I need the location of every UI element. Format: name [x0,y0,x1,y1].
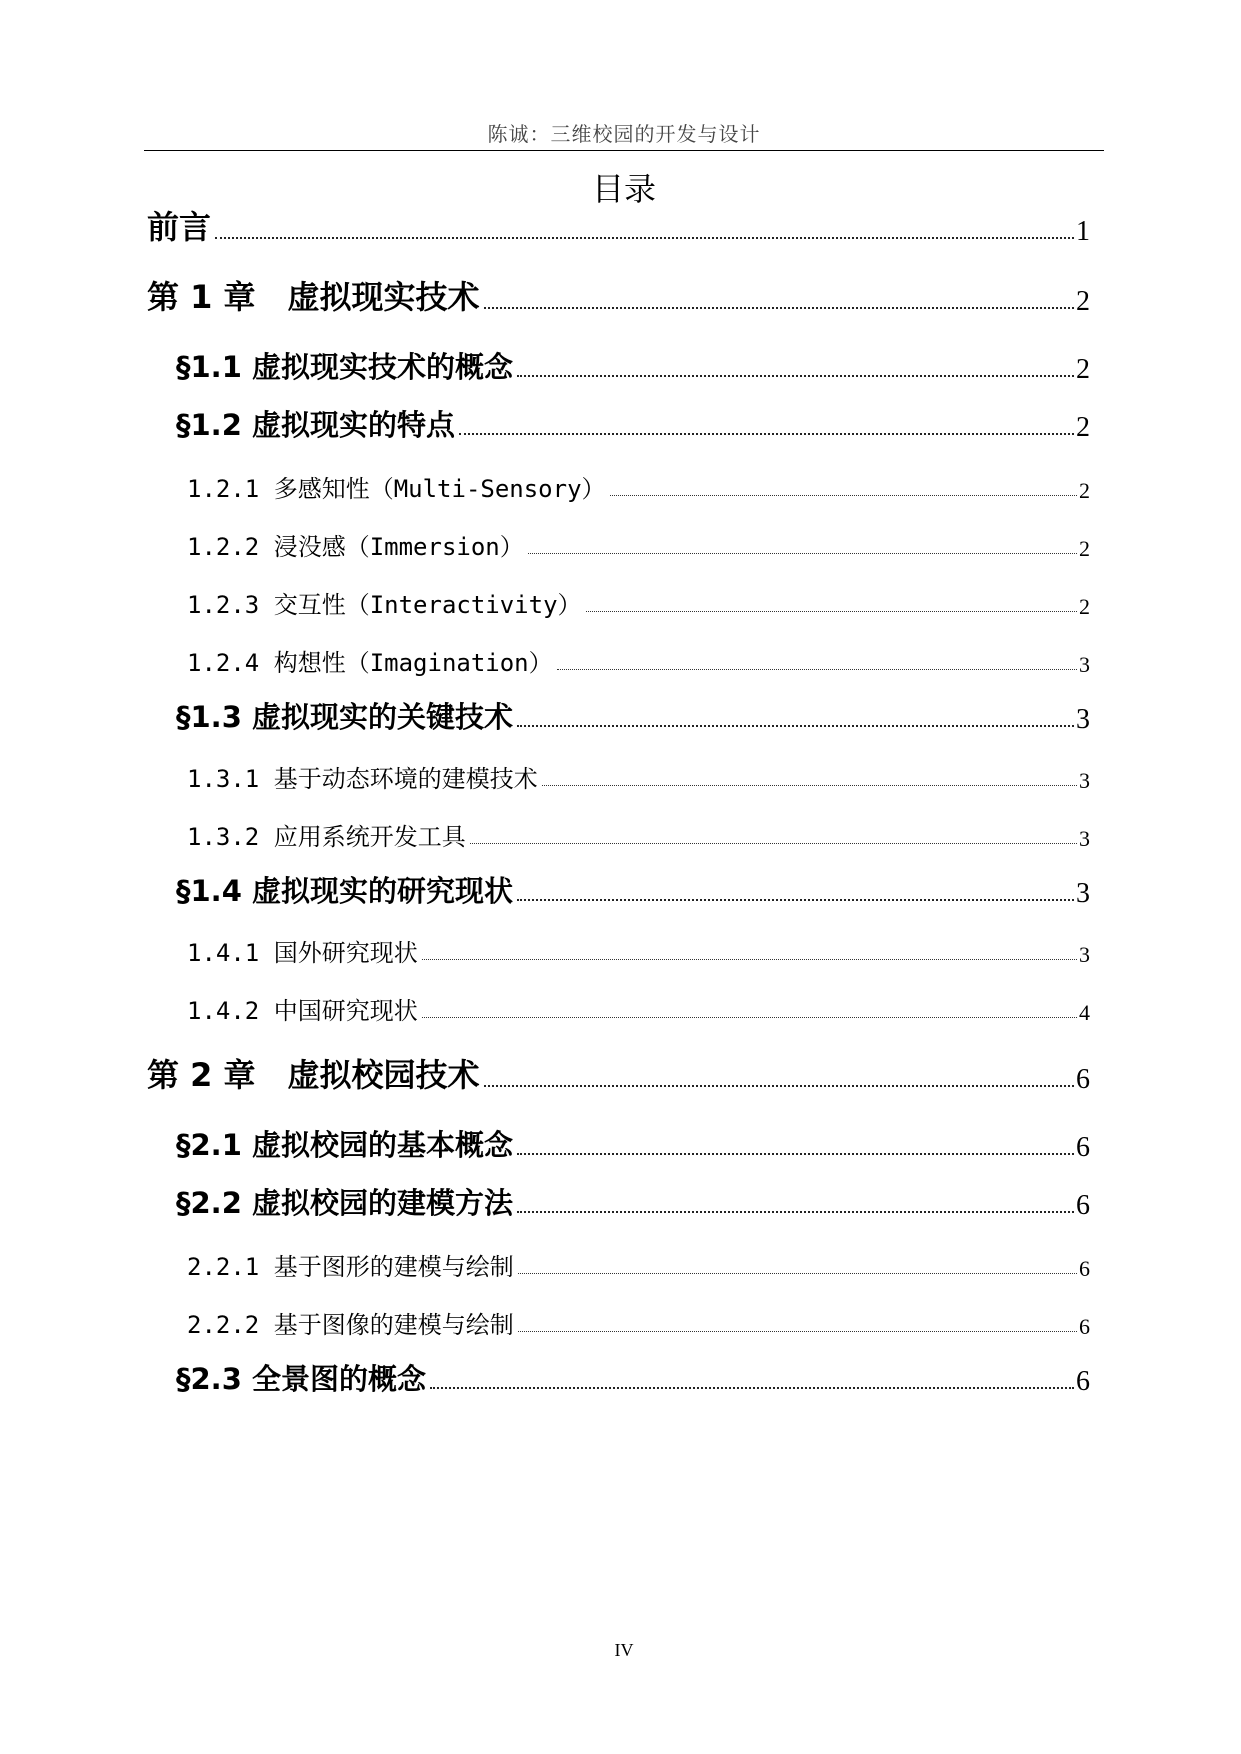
toc-entry-label: 1.4.1 国外研究现状 [187,939,418,967]
toc-dot-leader [418,978,1079,1026]
toc-dot-leader [538,746,1079,794]
running-header-title: 陈诚：三维校园的开发与设计 [487,122,761,146]
toc-dot-leader [606,456,1079,504]
toc-entry[interactable] [187,978,1090,1026]
toc-dot-leader [513,1116,1076,1164]
toc-entry-page: 3 [1079,826,1090,851]
toc-entry-page: 3 [1079,942,1090,967]
toc-entry[interactable] [187,746,1090,794]
toc-entry[interactable] [147,200,1090,248]
toc-entry-label: 1.3.1 基于动态环境的建模技术 [187,765,538,793]
toc-dot-leader [426,1350,1076,1398]
toc-dot-leader [513,1174,1076,1222]
toc-entry[interactable] [187,1292,1090,1340]
toc-dot-leader [455,396,1076,444]
toc-entry[interactable] [187,456,1090,504]
toc-dot-leader [582,572,1079,620]
toc-entry-label: 2.2.2 基于图像的建模与绘制 [187,1311,514,1339]
toc-dot-leader [524,514,1079,562]
toc-entry-page: 6 [1076,1366,1090,1397]
toc-entry[interactable] [176,862,1090,910]
toc-entry[interactable] [147,1048,1090,1096]
toc-entry-label: §1.1 虚拟现实技术的概念 [176,350,513,384]
toc-entry-page: 6 [1076,1132,1090,1163]
toc-dot-leader [513,338,1076,386]
toc-entry[interactable] [176,688,1090,736]
toc-entry[interactable] [187,920,1090,968]
toc-entry[interactable] [176,1116,1090,1164]
toc-entry[interactable] [187,630,1090,678]
toc-entry-label: 1.3.2 应用系统开发工具 [187,823,466,851]
header-rule [144,150,1104,151]
toc-dot-leader [514,1234,1079,1282]
toc-dot-leader [514,1292,1079,1340]
toc-entry-page: 3 [1076,704,1090,735]
toc-dot-leader [466,804,1079,852]
toc-entry-page: 3 [1076,878,1090,909]
toc-entry[interactable] [176,338,1090,386]
toc-dot-leader [513,688,1076,736]
toc-entry-label: 1.4.2 中国研究现状 [187,997,418,1025]
toc-entry-page: 2 [1079,594,1090,619]
toc-entry-label: §2.3 全景图的概念 [176,1362,426,1396]
toc-entry-label: 1.2.3 交互性（Interactivity） [187,591,582,619]
toc-dot-leader [513,862,1076,910]
toc-dot-leader [480,1048,1076,1096]
toc-title: 目录 [591,170,656,208]
toc-entry-page: 2 [1079,536,1090,561]
toc-entry-page: 3 [1079,652,1090,677]
toc-entry-page: 6 [1079,1314,1090,1339]
toc-entry-page: 2 [1079,478,1090,503]
toc-entry-page: 6 [1076,1190,1090,1221]
toc-entry-label: 第 1 章 虚拟现实技术 [147,278,480,316]
toc-entry-page: 2 [1076,412,1090,443]
toc-entry-page: 2 [1076,286,1090,317]
page-number: IV [614,1640,634,1660]
toc-entry-label: §1.2 虚拟现实的特点 [176,408,455,442]
toc-entry[interactable] [187,1234,1090,1282]
toc-entry-page: 6 [1079,1256,1090,1281]
toc-entry[interactable] [176,1174,1090,1222]
toc-entry-label: §1.3 虚拟现实的关键技术 [176,700,513,734]
toc-entry-label: 前言 [147,208,212,246]
toc-entry-label: 1.2.1 多感知性（Multi-Sensory） [187,475,606,503]
toc-entry-page: 3 [1079,768,1090,793]
toc-entry[interactable] [176,1350,1090,1398]
toc-entry-page: 6 [1076,1064,1090,1095]
toc-entry[interactable] [147,270,1090,318]
toc-entry-label: §1.4 虚拟现实的研究现状 [176,874,513,908]
toc-entry-label: 2.2.1 基于图形的建模与绘制 [187,1253,514,1281]
toc-entry-label: 1.2.2 浸没感（Immersion） [187,533,524,561]
toc-entry[interactable] [176,396,1090,444]
toc-entry[interactable] [187,572,1090,620]
toc-dot-leader [553,630,1079,678]
toc-entry-label: §2.2 虚拟校园的建模方法 [176,1186,513,1220]
toc-entry-page: 1 [1076,216,1090,247]
toc-entry-label: §2.1 虚拟校园的基本概念 [176,1128,513,1162]
toc-dot-leader [211,200,1076,248]
toc-entry[interactable] [187,804,1090,852]
toc-dot-leader [480,270,1076,318]
toc-entry-label: 1.2.4 构想性（Imagination） [187,649,553,677]
toc-entry[interactable] [187,514,1090,562]
toc-entry-page: 2 [1076,354,1090,385]
toc-entry-label: 第 2 章 虚拟校园技术 [147,1056,480,1094]
toc-entry-page: 4 [1079,1000,1090,1025]
toc-dot-leader [418,920,1079,968]
